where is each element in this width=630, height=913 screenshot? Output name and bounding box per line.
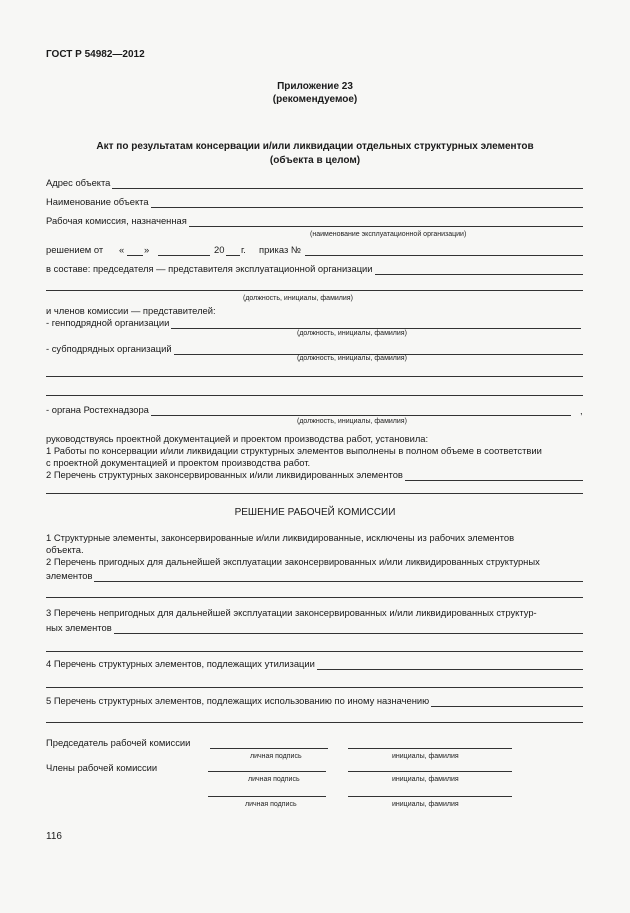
- commission-row: [46, 215, 583, 227]
- appendix-subtitle: (рекомендуемое): [272, 94, 358, 105]
- name-field[interactable]: [151, 197, 583, 208]
- guided-item2-field-line2[interactable]: [46, 493, 583, 494]
- decision-item5-row: [46, 695, 583, 707]
- year-suffix: г.: [241, 244, 246, 255]
- guided-item1-line2: с проектной документацией и проектом производства работ.: [46, 457, 311, 468]
- member1-name-caption: инициалы, фамилия: [392, 776, 459, 783]
- guided-line: руководствуясь проектной документацией и проектом производства работ, установила:: [46, 433, 429, 444]
- rostekhnadzor-label: - органа Ростехнадзора: [46, 404, 149, 415]
- decision-item3-field-line2[interactable]: [46, 651, 583, 652]
- decision-item2-field-line2[interactable]: [46, 597, 583, 598]
- chairman-signature-caption: личная подпись: [250, 753, 302, 760]
- guided-item2-row: [46, 469, 583, 481]
- general-contractor-row: [46, 317, 581, 329]
- year-field[interactable]: [226, 255, 240, 256]
- order-label: приказ №: [259, 244, 301, 255]
- members-label: и членов комиссии — представителей:: [46, 305, 216, 316]
- member2-signature-field[interactable]: [208, 796, 326, 797]
- quote-open: «: [119, 244, 125, 255]
- general-contractor-field[interactable]: [171, 318, 581, 329]
- guided-item2-label: 2 Перечень структурных законсервированных и/или ликвидированных элементов: [46, 469, 403, 480]
- decision-item1-line1: 1 Структурные элементы, законсервированные и/или ликвидированные, исключены из рабочих элементов: [46, 532, 515, 543]
- rostekhnadzor-row: [46, 404, 571, 416]
- guided-item1-line1: 1 Работы по консервации и/или ликвидации структурных элементов выполнены в полном объеме в соответствии: [46, 445, 542, 456]
- name-label: Наименование объекта: [46, 196, 149, 207]
- appendix-title: Приложение 23: [277, 81, 353, 92]
- commission-label: Рабочая комиссия, назначенная: [46, 215, 187, 226]
- decision-item5-field[interactable]: [431, 696, 583, 707]
- address-row: [46, 177, 583, 189]
- member1-signature-field[interactable]: [208, 771, 326, 772]
- decision-item5-label: 5 Перечень структурных элементов, подлежащих использованию по иному назначению: [46, 695, 430, 706]
- decision-item4-field-line2[interactable]: [46, 687, 583, 688]
- chair-field-line2[interactable]: [46, 290, 583, 291]
- order-field[interactable]: [305, 255, 583, 256]
- commission-caption: (наименование эксплуатационной организации): [310, 231, 467, 238]
- member2-signature-caption: личная подпись: [245, 801, 297, 808]
- member2-name-field[interactable]: [348, 796, 512, 797]
- rostekhnadzor-comma: ,: [580, 405, 583, 416]
- rostekhnadzor-caption: (должность, инициалы, фамилия): [297, 418, 407, 425]
- decision-from-label: решением от: [46, 244, 104, 255]
- month-field[interactable]: [158, 255, 210, 256]
- member1-name-field[interactable]: [348, 771, 512, 772]
- composition-row: [46, 263, 583, 275]
- composition-label: в составе: председателя — представителя эксплуатационной организации: [46, 263, 373, 274]
- subcontractors-field-line2[interactable]: [46, 376, 583, 377]
- subcontractors-label: - субподрядных организаций: [46, 343, 172, 354]
- guided-item2-field[interactable]: [405, 470, 583, 481]
- subcontractors-caption: (должность, инициалы, фамилия): [297, 355, 407, 362]
- general-contractor-label: - генподрядной организации: [46, 317, 170, 328]
- decision-item4-label: 4 Перечень структурных элементов, подлежащих утилизации: [46, 658, 315, 669]
- decision-item1-line2: объекта.: [46, 544, 84, 555]
- decision-item3-line1: 3 Перечень непригодных для дальнейшей эксплуатации законсервированных и/или ликвидированных структур-: [46, 607, 537, 618]
- rostekhnadzor-field[interactable]: [151, 405, 571, 416]
- decision-item3-label: ных элементов: [46, 622, 112, 633]
- chair-caption: (должность, инициалы, фамилия): [243, 295, 353, 302]
- decision-item3-row: [46, 622, 583, 634]
- decision-title: РЕШЕНИЕ РАБОЧЕЙ КОМИССИИ: [234, 507, 396, 518]
- quote-close: »: [144, 244, 150, 255]
- decision-item3-field[interactable]: [114, 623, 583, 634]
- chair-field[interactable]: [375, 264, 583, 275]
- address-label: Адрес объекта: [46, 177, 111, 188]
- chairman-signature-field[interactable]: [210, 748, 328, 749]
- page-number: 116: [46, 831, 62, 842]
- member2-name-caption: инициалы, фамилия: [392, 801, 459, 808]
- name-row: [46, 196, 583, 208]
- act-title-line2: (объекта в целом): [269, 155, 361, 166]
- subcontractors-field-line3[interactable]: [46, 395, 583, 396]
- year-prefix: 20: [214, 244, 225, 255]
- decision-item5-field-line2[interactable]: [46, 722, 583, 723]
- decision-item4-row: [46, 658, 583, 670]
- decision-item4-field[interactable]: [317, 659, 583, 670]
- decision-item2-line1: 2 Перечень пригодных для дальнейшей эксплуатации законсервированных и/или ликвидированных структурных: [46, 556, 540, 567]
- standard-number: ГОСТ Р 54982—2012: [46, 49, 145, 60]
- chairman-label: Председатель рабочей комиссии: [46, 737, 191, 748]
- chairman-name-field[interactable]: [348, 748, 512, 749]
- commission-field[interactable]: [189, 216, 583, 227]
- decision-item2-label: элементов: [46, 570, 93, 581]
- act-title-line1: Акт по результатам консервации и/или ликвидации отдельных структурных элементов: [96, 141, 534, 152]
- decision-item2-row: [46, 570, 583, 582]
- day-field[interactable]: [127, 255, 143, 256]
- chairman-name-caption: инициалы, фамилия: [392, 753, 459, 760]
- members-signature-label: Члены рабочей комиссии: [46, 762, 158, 773]
- address-field[interactable]: [112, 178, 583, 189]
- general-contractor-caption: (должность, инициалы, фамилия): [297, 330, 407, 337]
- decision-item2-field[interactable]: [94, 571, 583, 582]
- member1-signature-caption: личная подпись: [248, 776, 300, 783]
